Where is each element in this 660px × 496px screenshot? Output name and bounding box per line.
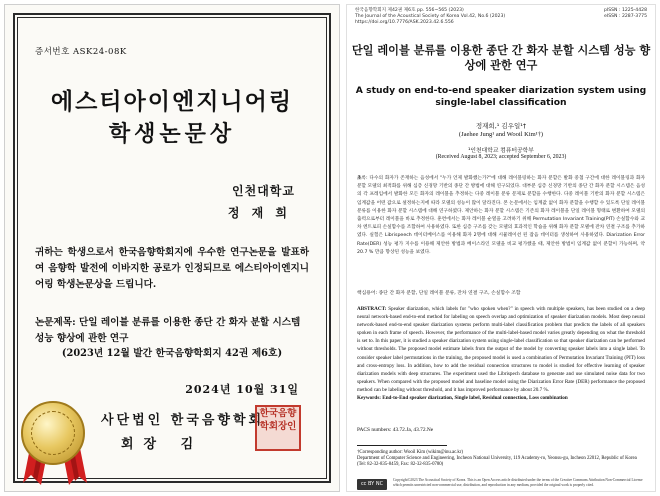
certificate-serial: 증서번호 ASK24-08K — [35, 47, 127, 57]
abstract-korean — [357, 175, 645, 257]
corresponding-phone: (Tel: 82-32-835-8459, Fax: 82-32-835-0780) — [357, 462, 444, 468]
certificate-paper-title: 논문제목: 단일 레이블 분류를 이용한 종단 간 화자 분할 시스템 성능 향상에 관한 연구 — [35, 317, 301, 344]
corresponding-address: Department of Computer Science and Engineering, Incheon National University, 119 Academy-ro, Yeonsu-gu, Incheon 22012, Republic of Korea — [357, 456, 637, 462]
paper-affiliation: ¹인천대학교 컴퓨터공학부 — [468, 148, 534, 154]
corresponding-author: †Corresponding author: Wooil Kim (wikim@inu.ac.kr) — [357, 450, 463, 455]
keywords-english: Keywords: End-to-End speaker diarization, Single label, Residual connection, Loss combination — [357, 395, 568, 402]
recipient-affiliation: 인천대학교 — [232, 184, 295, 198]
doi-link[interactable]: https://doi.org/10.7776/ASK.2023.42.6.556 — [355, 20, 454, 25]
paper-received-dates: (Received August 8, 2023; accepted September 6, 2023) — [435, 154, 567, 160]
copyright-notice: Copyright©2023 The Acoustical Society of Korea. This is an Open Access article distributed under the terms of the Creative Commons Attribution Non-Commercial License which permits unrestricted non-commercial use, distribution, and reproduction in any medium, provided the original work is properly cited. — [393, 478, 643, 487]
footnote-divider — [357, 445, 447, 446]
medal-inner-ring — [31, 411, 75, 455]
abstract-english-text: Speaker diarization, which labels for "who spoken when?" in speech with multiple speakers, has been studied on a deep neural network-based end-to-end method for labeling on speech overlap and optimization of speaker diarization models. Most deep neural network-based end-to-end speaker diarization systems perform multi-label classification problem that predicts the labels of all speakers spoken in each frame of speech. However, the performance of the multi-label-based model varies greatly depending on what the threshold is set to. In this paper, it is studied a speaker diarization system using single-label classification so that speaker diarization can be performed without thresholds. The proposed model estimate labels from the output of the model by converting speaker labels into a single label. To consider speaker label permutations in the training, the proposed model is used a combination of Permutation Invariant Training (PIT) loss and cross-entropy loss. In addition, how to add the residual connection structures to model is studied for effective learning of speaker diarization models with deep structures. The experiment used the Librispech database to generate and use simulated noise data for two speakers. When compared with the proposed model and baseline model using the Diarization Error Rate (DER) performance the proposed method can be labeling without threshold, and it has improved performance by about 20.7 %. — [357, 306, 645, 393]
certificate-title: 에스티아이엔지니어링 — [50, 89, 294, 115]
journal-header-right — [604, 8, 647, 20]
journal-paper-page — [346, 4, 656, 492]
abstract-english-label: ABSTRACT: — [357, 306, 387, 312]
paper-title-korean: 단일 레이블 분류를 이용한 종단 간 화자 분할 시스템 성능 향상에 관한 연구 — [351, 44, 651, 72]
signer-title: 회장 김 — [121, 437, 204, 452]
journal-header-line: 한국음향학회지 제42권 제6호 pp. 556~565 (2023) — [355, 8, 464, 13]
paper-authors-korean: 정재희,¹ 김우일¹† — [475, 122, 527, 130]
certificate-source: (2023년 12월 발간 한국음향학회지 42권 제6호) — [61, 348, 283, 359]
official-seal-text: 한국음향학회장인 — [259, 408, 297, 432]
paper-title-english: A study on end-to-end speaker diarization system using single-label classification — [355, 85, 647, 108]
creative-commons-icon: cc BY NC — [357, 479, 387, 490]
corresponding-author-block — [357, 450, 645, 469]
keywords-korean: 핵심용어: 종단 간 화자 분할, 단일 레이블 분류, 잔차 연결 구조, 손실함수 조합 — [357, 291, 521, 296]
eissn: eISSN : 2287-3775 — [604, 14, 647, 19]
abstract-english — [357, 305, 645, 402]
journal-header-line: The Journal of the Acoustical Society of Korea Vol.42, No.6 (2023) — [355, 14, 506, 19]
pissn: pISSN : 1225-4428 — [603, 8, 647, 13]
recipient-name: 정 재 희 — [227, 206, 291, 220]
abstract-korean-text: 록: 다수의 화자가 존재하는 음성에서 "누가 언제 발화했는가?"에 대해 레이블링하는 화자 분할은 발화 중첩 구간에 대한 레이블링과 화자 분할 모델의 최적화를 위해 심층 신경망 기반의 종단 간 방법에 대해 연구되었다. 대부분 심층 신경망 기반의 종단 간 화자 분할 시스템은 음성의 각 프레임에서 발화한 모든 화자의 레이블을 추정하는 다중 레이블 분류 문제로 분할을 수행한다. 다중 레이블 기반의 화자 분할 시스템은 임계값을 어떤 값으로 설정하는지에 따라 모델의 성능이 많이 달라진다. 본 논문에서는 임계값 없이 화자 분할을 수행할 수 있도록 단일 레이블 분류를 이용한 화자 분할 시스템에 대해 연구하였다. 제안하는 화자 분할 시스템은 기존의 화자 레이블을 단일 레이블 형태로 변환하여 모델의 출력으로부터 레이블을 바로 추정한다. 훈련에서는 화자 레이블 순열을 고려하기 위해 Permutation Invariant Training(PIT) 손실함수와 교차 엔트로피 손실함수를 조합하여 사용하였다. 또한 심층 구조를 갖는 모델의 효과적인 학습을 위해 화자 분할 모델에 잔차 연결 구조를 추가하였다. 실험은 Librispeech 데이터베이스를 이용해 화자 2명에 대해 시뮬레이션 된 잡음 데이터를 생성하여 사용하였다. Diarization Error Rate(DER) 성능 평가 지수를 이용해 제안한 방법과 베이스라인 모델을 비교 평가했을 때, 제안한 방법이 임계값 없이 분할이 가능하며, 약 20.7 % 만큼 향상된 성능을 보였다. — [357, 176, 645, 255]
certificate-date: 2024년 10월 31일 — [185, 383, 299, 396]
certificate-subtitle: 학생논문상 — [108, 122, 236, 147]
certificate — [4, 4, 340, 492]
pacs-numbers: PACS numbers: 43.72.Ja, 43.72.Ne — [357, 427, 434, 433]
journal-header-left — [355, 8, 505, 26]
paper-authors-english: (Jaehee Jung¹ and Wooil Kim¹†) — [458, 131, 544, 138]
certificate-body-text: 귀하는 학생으로서 한국음향학회지에 우수한 연구논문을 발표하여 음향학 발전에 이바지한 공로가 인정되므로 에스티아이엔지니어링 학생논문상을 드립니다. — [35, 247, 309, 290]
issuing-organization: 사단법인 한국음향학회 — [101, 413, 265, 428]
abstract-korean-label: 초 — [357, 176, 362, 181]
